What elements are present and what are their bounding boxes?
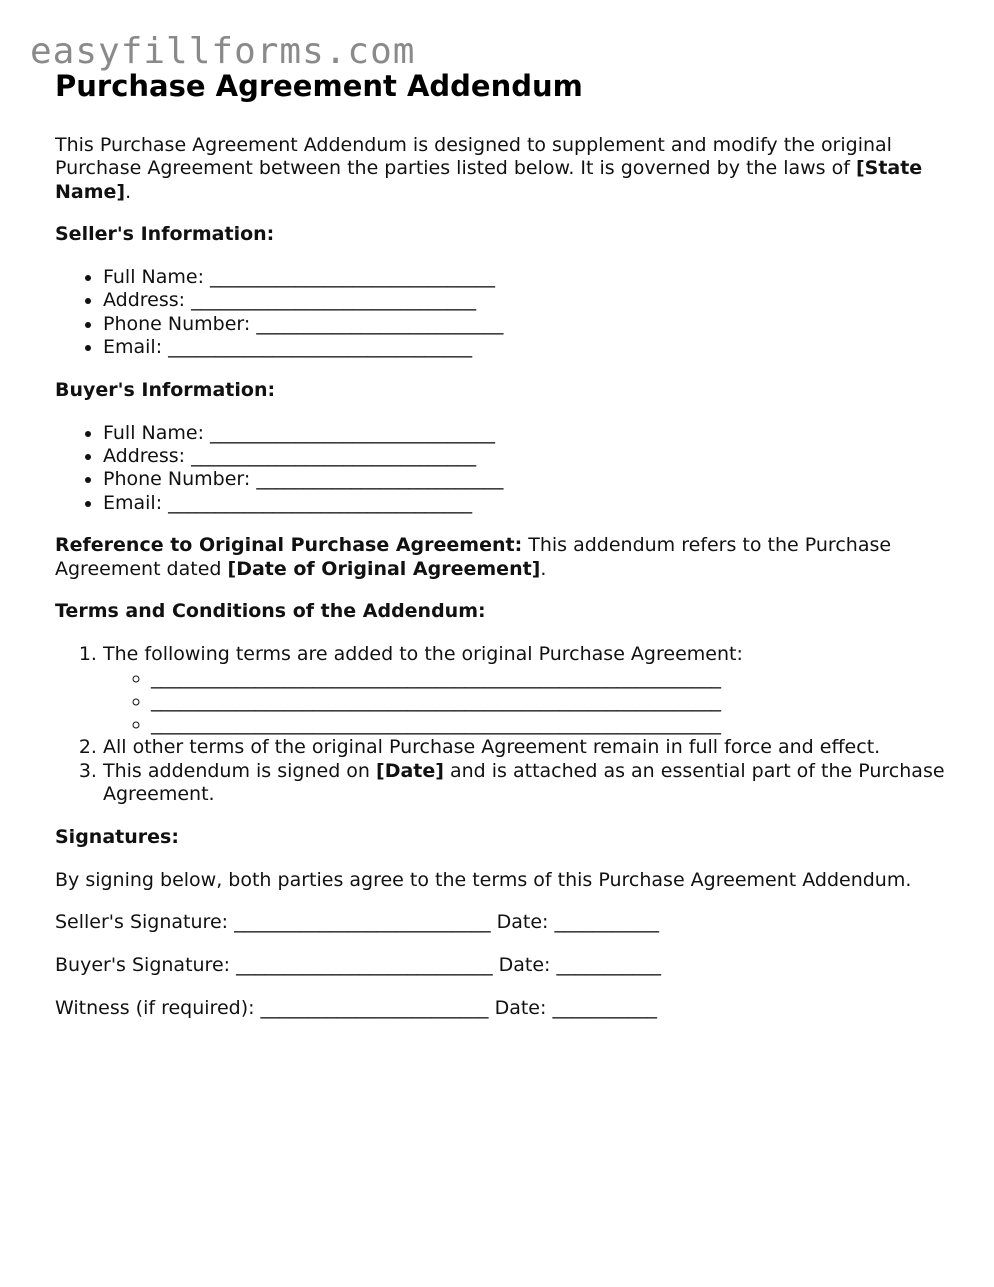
signed-date-placeholder: [Date] bbox=[376, 759, 444, 782]
buyer-signature-line: Buyer's Signature: ___________________________ Date: ___________ bbox=[55, 954, 661, 977]
state-placeholder: [State Name] bbox=[55, 157, 923, 203]
page-title: Purchase Agreement Addendum bbox=[55, 69, 583, 103]
signatures-heading: Signatures: bbox=[55, 825, 179, 848]
terms-heading: Terms and Conditions of the Addendum: bbox=[55, 600, 486, 623]
terms-item-1 bbox=[103, 643, 955, 736]
watermark: easyfillforms.com bbox=[30, 31, 416, 72]
added-terms-list bbox=[103, 667, 955, 737]
buyer-heading: Buyer's Information: bbox=[55, 378, 276, 401]
intro-paragraph bbox=[55, 134, 955, 204]
seller-full-name-field: • Full Name: ______________________________ bbox=[103, 266, 955, 289]
terms-item-1-text: The following terms are added to the original Purchase Agreement: bbox=[103, 643, 743, 666]
terms-item-3-end: and is attached as an essential part of the Purchase Agreement. bbox=[103, 759, 945, 806]
terms-list bbox=[55, 643, 955, 806]
witness-signature-line: Witness (if required): ________________________ Date: ___________ bbox=[55, 997, 657, 1020]
seller-heading: Seller's Information: bbox=[55, 223, 275, 246]
seller-email-field: • Email: ________________________________ bbox=[103, 336, 955, 359]
intro-text: This Purchase Agreement Addendum is designed to supplement and modify the original Purchase Agreement between the parties listed below. It is governed by the laws of bbox=[55, 134, 892, 180]
buyer-address-field: • Address: ______________________________ bbox=[103, 445, 955, 468]
added-term-blank: ◦ ____________________________________________________________ bbox=[151, 713, 955, 736]
buyer-email-field: • Email: ________________________________ bbox=[103, 492, 955, 515]
seller-phone-field: • Phone Number: __________________________ bbox=[103, 313, 955, 336]
reference-text: This addendum refers to the Purchase Agreement dated bbox=[55, 534, 892, 580]
added-term-blank: ◦ ____________________________________________________________ bbox=[151, 690, 955, 713]
reference-label: Reference to Original Purchase Agreement: bbox=[55, 534, 523, 557]
original-date-placeholder: [Date of Original Agreement] bbox=[227, 557, 541, 580]
seller-fields bbox=[55, 266, 955, 359]
reference-end: . bbox=[540, 557, 547, 580]
seller-address-field: • Address: ______________________________ bbox=[103, 289, 955, 312]
document bbox=[55, 68, 955, 1040]
terms-item-3 bbox=[103, 760, 955, 807]
buyer-full-name-field: • Full Name: ______________________________ bbox=[103, 422, 955, 445]
added-term-blank: ◦ ____________________________________________________________ bbox=[151, 667, 955, 690]
seller-signature-line: Seller's Signature: ___________________________ Date: ___________ bbox=[55, 911, 659, 934]
reference-paragraph bbox=[55, 534, 955, 581]
terms-item-3-text: This addendum is signed on bbox=[103, 759, 377, 782]
terms-item-2: 2. All other terms of the original Purchase Agreement remain in full force and effect. bbox=[103, 736, 955, 759]
intro-end: . bbox=[125, 180, 132, 203]
signatures-statement: By signing below, both parties agree to the terms of this Purchase Agreement Addendum. bbox=[55, 868, 912, 891]
buyer-fields bbox=[55, 422, 955, 515]
buyer-phone-field: • Phone Number: __________________________ bbox=[103, 468, 955, 491]
